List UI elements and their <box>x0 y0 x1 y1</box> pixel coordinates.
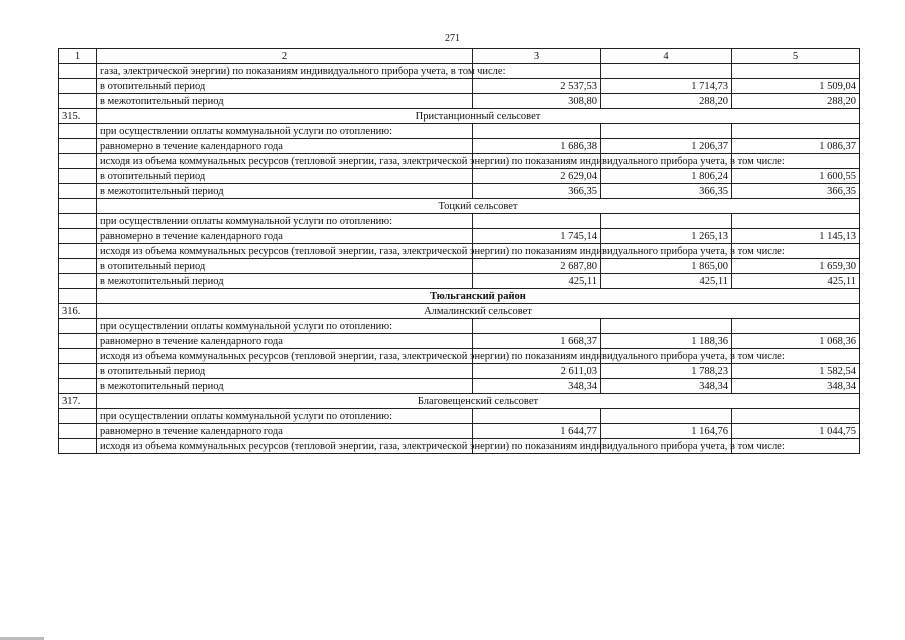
table-row <box>59 289 860 304</box>
value-col-4-cell: 1 265,13 <box>601 229 732 244</box>
table-row <box>59 394 860 409</box>
header-col-2: 2 <box>97 49 473 64</box>
row-number-cell <box>59 184 97 199</box>
page-number: 271 <box>445 33 460 44</box>
district-heading: Тюльганский район <box>97 289 860 304</box>
row-label-cell: исходя из объема коммунальных ресурсов (тепловой энергии, газа, электрической энергии) по показаниям индивидуального прибора учета, в том числе: <box>97 349 473 364</box>
value-col-5-cell <box>732 124 860 139</box>
value-col-4-cell: 366,35 <box>601 184 732 199</box>
value-col-5-cell: 366,35 <box>732 184 860 199</box>
row-label-cell: в межотопительный период <box>97 274 473 289</box>
value-col-4-cell: 1 865,00 <box>601 259 732 274</box>
row-number-cell <box>59 424 97 439</box>
row-label-cell: в отопительный период <box>97 169 473 184</box>
table-row <box>59 154 860 169</box>
table-row <box>59 169 860 184</box>
row-label-cell: при осуществлении оплаты коммунальной услуги по отоплению: <box>97 409 473 424</box>
row-number-cell <box>59 334 97 349</box>
row-number-cell <box>59 154 97 169</box>
table-row <box>59 199 860 214</box>
value-col-5-cell: 348,34 <box>732 379 860 394</box>
row-number-cell <box>59 124 97 139</box>
value-col-5-cell: 1 659,30 <box>732 259 860 274</box>
row-number-cell <box>59 64 97 79</box>
value-col-3-cell: 2 537,53 <box>473 79 601 94</box>
settlement-heading: Тоцкий сельсовет <box>97 199 860 214</box>
value-col-3-cell: 1 644,77 <box>473 424 601 439</box>
row-label-cell: в межотопительный период <box>97 184 473 199</box>
value-col-3-cell: 1 745,14 <box>473 229 601 244</box>
value-col-3-cell: 425,11 <box>473 274 601 289</box>
table-row <box>59 184 860 199</box>
row-number-cell <box>59 169 97 184</box>
value-col-4-cell: 348,34 <box>601 379 732 394</box>
value-col-3-cell: 2 687,80 <box>473 259 601 274</box>
row-number-cell <box>59 214 97 229</box>
row-label-cell: равномерно в течение календарного года <box>97 424 473 439</box>
value-col-5-cell <box>732 409 860 424</box>
value-col-4-cell: 1 188,36 <box>601 334 732 349</box>
row-label-cell: равномерно в течение календарного года <box>97 139 473 154</box>
header-col-4: 4 <box>601 49 732 64</box>
table-row <box>59 349 860 364</box>
row-label-cell: исходя из объема коммунальных ресурсов (тепловой энергии, газа, электрической энергии) по показаниям индивидуального прибора учета, в том числе: <box>97 439 473 454</box>
value-col-5-cell: 1 509,04 <box>732 79 860 94</box>
table-row <box>59 139 860 154</box>
value-col-4-cell <box>601 124 732 139</box>
value-col-5-cell: 1 145,13 <box>732 229 860 244</box>
table-row <box>59 319 860 334</box>
value-col-5-cell: 1 068,36 <box>732 334 860 349</box>
header-row <box>59 49 860 64</box>
row-number-cell: 316. <box>59 304 97 319</box>
row-label-cell: в межотопительный период <box>97 94 473 109</box>
value-col-5-cell <box>732 64 860 79</box>
value-col-5-cell: 1 582,54 <box>732 364 860 379</box>
table-row <box>59 79 860 94</box>
row-label-cell: при осуществлении оплаты коммунальной услуги по отоплению: <box>97 214 473 229</box>
row-label-cell: равномерно в течение календарного года <box>97 334 473 349</box>
value-col-4-cell <box>601 214 732 229</box>
table-row <box>59 124 860 139</box>
row-label-cell: исходя из объема коммунальных ресурсов (тепловой энергии, газа, электрической энергии) по показаниям индивидуального прибора учета, в том числе: <box>97 154 473 169</box>
table-row <box>59 274 860 289</box>
row-number-cell <box>59 229 97 244</box>
value-col-4-cell: 1 806,24 <box>601 169 732 184</box>
tariff-table <box>58 48 860 454</box>
row-number-cell <box>59 409 97 424</box>
value-col-5-cell: 1 044,75 <box>732 424 860 439</box>
value-col-4-cell <box>601 409 732 424</box>
settlement-heading: Алмалинский сельсовет <box>97 304 860 319</box>
value-col-3-cell: 2 611,03 <box>473 364 601 379</box>
row-number-cell: 315. <box>59 109 97 124</box>
table-row <box>59 409 860 424</box>
row-label-cell: газа, электрической энергии) по показаниям индивидуального прибора учета, в том числе: <box>97 64 473 79</box>
value-col-5-cell <box>732 214 860 229</box>
value-col-3-cell: 308,80 <box>473 94 601 109</box>
value-col-4-cell: 425,11 <box>601 274 732 289</box>
table-row <box>59 94 860 109</box>
table-row <box>59 244 860 259</box>
row-number-cell <box>59 364 97 379</box>
row-label-cell: в отопительный период <box>97 259 473 274</box>
table-body <box>59 64 860 454</box>
value-col-4-cell: 1 714,73 <box>601 79 732 94</box>
settlement-heading: Благовещенский сельсовет <box>97 394 860 409</box>
table-row <box>59 64 860 79</box>
row-number-cell <box>59 439 97 454</box>
row-label-cell: в отопительный период <box>97 364 473 379</box>
value-col-4-cell <box>601 64 732 79</box>
row-label-cell: в межотопительный период <box>97 379 473 394</box>
settlement-heading: Пристанционный сельсовет <box>97 109 860 124</box>
value-col-3-cell <box>473 124 601 139</box>
value-col-4-cell <box>601 319 732 334</box>
header-col-3: 3 <box>473 49 601 64</box>
value-col-3-cell: 366,35 <box>473 184 601 199</box>
value-col-4-cell: 288,20 <box>601 94 732 109</box>
value-col-4-cell: 1 164,76 <box>601 424 732 439</box>
header-col-1: 1 <box>59 49 97 64</box>
value-col-3-cell: 348,34 <box>473 379 601 394</box>
row-label-cell: равномерно в течение календарного года <box>97 229 473 244</box>
value-col-3-cell: 1 668,37 <box>473 334 601 349</box>
value-col-4-cell: 1 206,37 <box>601 139 732 154</box>
row-number-cell <box>59 94 97 109</box>
header-col-5: 5 <box>732 49 860 64</box>
value-col-5-cell: 425,11 <box>732 274 860 289</box>
row-number-cell <box>59 289 97 304</box>
value-col-3-cell <box>473 409 601 424</box>
value-col-5-cell: 1 600,55 <box>732 169 860 184</box>
value-col-3-cell: 1 686,38 <box>473 139 601 154</box>
row-number-cell <box>59 244 97 259</box>
row-label-cell: исходя из объема коммунальных ресурсов (тепловой энергии, газа, электрической энергии) по показаниям индивидуального прибора учета, в том числе: <box>97 244 473 259</box>
row-number-cell <box>59 199 97 214</box>
value-col-4-cell: 1 788,23 <box>601 364 732 379</box>
table-row <box>59 379 860 394</box>
table-row <box>59 334 860 349</box>
row-number-cell <box>59 319 97 334</box>
table-row <box>59 424 860 439</box>
table-row <box>59 304 860 319</box>
value-col-3-cell <box>473 319 601 334</box>
row-number-cell <box>59 79 97 94</box>
table-row <box>59 259 860 274</box>
value-col-5-cell: 1 086,37 <box>732 139 860 154</box>
row-number-cell <box>59 139 97 154</box>
table-row <box>59 439 860 454</box>
value-col-5-cell <box>732 319 860 334</box>
row-number-cell <box>59 379 97 394</box>
value-col-3-cell <box>473 214 601 229</box>
value-col-3-cell: 2 629,04 <box>473 169 601 184</box>
table-row <box>59 364 860 379</box>
row-label-cell: при осуществлении оплаты коммунальной услуги по отоплению: <box>97 124 473 139</box>
row-number-cell <box>59 274 97 289</box>
row-label-cell: при осуществлении оплаты коммунальной услуги по отоплению: <box>97 319 473 334</box>
table-row <box>59 214 860 229</box>
row-number-cell <box>59 349 97 364</box>
row-label-cell: в отопительный период <box>97 79 473 94</box>
value-col-5-cell: 288,20 <box>732 94 860 109</box>
row-number-cell <box>59 259 97 274</box>
table-row <box>59 229 860 244</box>
table-row <box>59 109 860 124</box>
row-number-cell: 317. <box>59 394 97 409</box>
